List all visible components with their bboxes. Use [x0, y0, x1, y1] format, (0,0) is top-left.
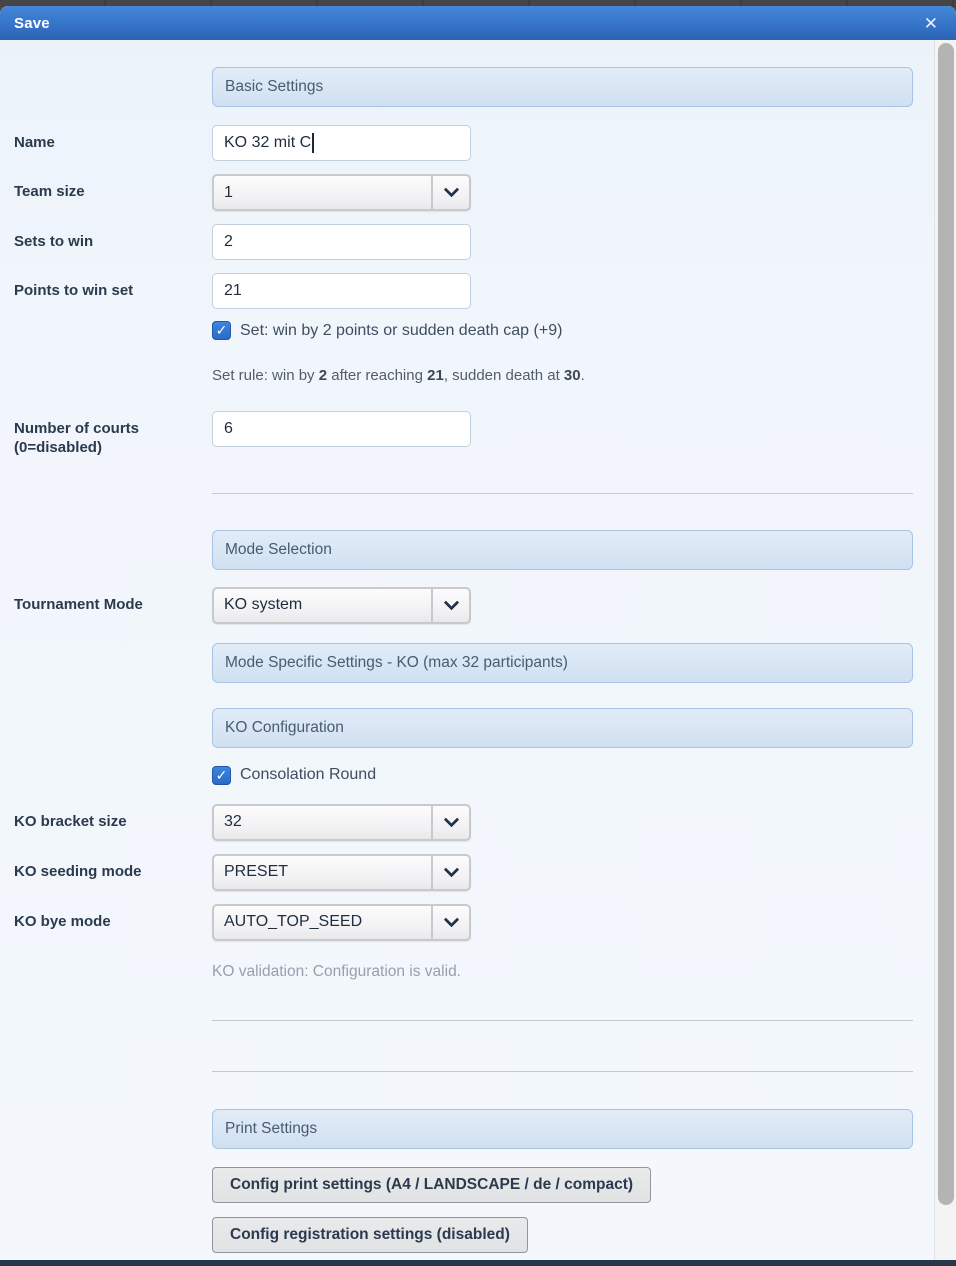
scrollbar-thumb[interactable]: [938, 43, 954, 1205]
points-to-win-set-input[interactable]: [212, 273, 471, 309]
section-title: Mode Specific Settings - KO (max 32 participants): [225, 653, 568, 671]
save-dialog: [0, 6, 956, 1266]
form-row-bye-mode: [0, 904, 956, 941]
scrollbar-track[interactable]: [934, 40, 956, 1266]
check-icon: ✓: [215, 322, 228, 338]
courts-label: [14, 411, 212, 458]
name-label: Name: [14, 134, 55, 151]
divider: [212, 1020, 913, 1021]
team-size-value: 1: [224, 183, 233, 201]
note-win-by: 2: [318, 367, 328, 384]
form-row-courts: [0, 411, 956, 458]
sets-to-win-label: Sets to win: [14, 233, 94, 250]
sets-to-win-input[interactable]: [212, 224, 471, 260]
section-title: KO Configuration: [225, 718, 344, 736]
dialog-titlebar: [0, 6, 956, 40]
form-row-name: [0, 125, 956, 161]
courts-label-line2: (0=disabled): [14, 438, 102, 456]
form-row-seeding-mode: [0, 854, 956, 891]
bracket-size-label: KO bracket size: [14, 812, 127, 830]
section-header-mode-selection: [212, 530, 913, 570]
note-text: after reaching: [327, 367, 428, 384]
note-text: .: [580, 367, 585, 384]
note-reach: 21: [427, 367, 444, 384]
page-bottom-edge: [0, 1260, 956, 1266]
courts-input[interactable]: [212, 411, 471, 447]
bye-mode-value: AUTO_TOP_SEED: [224, 913, 363, 930]
team-size-select[interactable]: [212, 174, 471, 211]
chevron-down-icon: [431, 806, 469, 839]
note-text: Set rule: win by: [212, 367, 319, 384]
section-title: Mode Selection: [225, 540, 332, 558]
tournament-mode-select[interactable]: [212, 587, 471, 624]
set-cap-checkbox-row: [212, 321, 956, 340]
consolation-checkbox-label: Consolation Round: [240, 766, 377, 783]
tournament-mode-value: KO system: [224, 596, 303, 613]
section-header-ko-configuration: [212, 708, 913, 748]
dialog-title: Save: [14, 14, 50, 32]
chevron-down-icon: [431, 856, 469, 889]
tournament-mode-label: Tournament Mode: [14, 595, 143, 613]
courts-label-line1: Number of courts: [14, 420, 140, 437]
config-registration-settings-button[interactable]: Config registration settings (disabled): [212, 1217, 528, 1253]
config-print-settings-button[interactable]: Config print settings (A4 / LANDSCAPE / de / compact): [212, 1167, 651, 1203]
section-title: Basic Settings: [225, 78, 324, 95]
section-header-print-settings: [212, 1109, 913, 1149]
consolation-checkbox-row: [212, 766, 956, 785]
seeding-mode-label: KO seeding mode: [14, 862, 142, 880]
set-rule-note: [212, 367, 956, 384]
bracket-size-value: 32: [224, 813, 242, 830]
name-input-value: KO 32 mit C: [224, 134, 312, 151]
form-row-tournament-mode: [0, 587, 956, 624]
section-header-mode-specific: [212, 643, 913, 683]
form-row-sets-to-win: [0, 224, 956, 260]
set-cap-checkbox[interactable]: [212, 321, 231, 340]
consolation-checkbox[interactable]: [212, 766, 231, 785]
form-row-points-to-win-set: [0, 273, 956, 309]
divider: [212, 1071, 913, 1072]
form-row-bracket-size: [0, 804, 956, 841]
check-icon: ✓: [215, 766, 228, 783]
seeding-mode-value: PRESET: [224, 863, 289, 880]
team-size-label: Team size: [14, 183, 85, 200]
bye-mode-select[interactable]: [212, 904, 471, 941]
chevron-down-icon: [431, 589, 469, 622]
bye-mode-label: KO bye mode: [14, 912, 111, 930]
seeding-mode-select[interactable]: [212, 854, 471, 891]
section-header-basic-settings: [212, 67, 913, 107]
chevron-down-icon: [431, 176, 469, 209]
points-to-win-set-label: Points to win set: [14, 282, 134, 299]
divider: [212, 493, 913, 494]
note-text: , sudden death at: [443, 367, 564, 384]
close-icon[interactable]: ✕: [920, 13, 942, 34]
dialog-body: [0, 40, 956, 1266]
section-title: Print Settings: [225, 1119, 318, 1137]
chevron-down-icon: [431, 906, 469, 939]
form-row-team-size: [0, 174, 956, 211]
ko-validation-text: KO validation: Configuration is valid.: [212, 962, 461, 980]
text-cursor: [312, 133, 314, 153]
bracket-size-select[interactable]: [212, 804, 471, 841]
name-input[interactable]: [212, 125, 471, 161]
set-cap-checkbox-label: Set: win by 2 points or sudden death cap (+9): [240, 321, 563, 339]
note-cap: 30: [563, 367, 581, 384]
